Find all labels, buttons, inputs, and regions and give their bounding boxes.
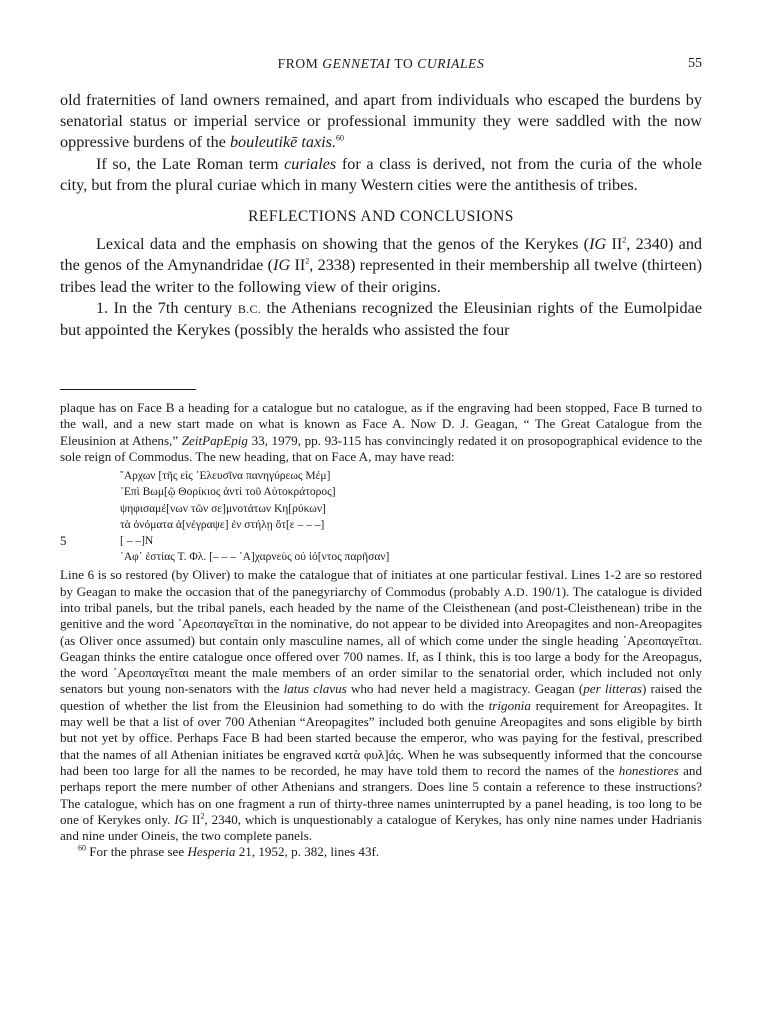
running-head-title: FROM GENNETAI TO CURIALES <box>277 56 485 71</box>
paragraph: old fraternities of land owners remained, and apart from individuals who escaped the burdens by senatorial status or imperial service or professional immunity they were saddled with the now oppressive burdens of the bouleutikē taxis.$^{60}$ <box>60 91 702 152</box>
paragraph: Lexical data and the emphasis on showing that the genos of the Kerykes (IG $II^2$, 2340) and the genos of the Amynandridae (IG $II^2$, 2338) represented in their membership all twelve (thirteen) tribes lead the writer to the following view of their origins. <box>60 235 703 296</box>
inscription-line: 5 [ – –]Ν <box>60 533 154 548</box>
section-heading: REFLECTIONS AND CONCLUSIONS <box>248 208 514 226</box>
page-number: 55 <box>688 56 702 71</box>
inscription-text <box>60 468 702 565</box>
footnote-body: Line 6 is so restored (by Oliver) to make the catalogue that of initiates at one particular festival. Lines 1-2 are so restored by Geagan to make the occasion that of the panegyriarchy of Commodus (probably A.D. 190/1). The catalogue is divided into tribal panels, but the tribal panels, each headed by the name of the Cleisthenean (and post-Cleisthenean) tribe in the genitive and the word ᾿Αρεοπαγεῖται in the nominative, do not appear to be divided into Areopagites and non-Areopagites (as Oliver once assumed) but contain only masculine names, all of which come under the single heading ᾿Αρεοπαγεῖται. Geagan thinks the entire catalogue once offered over 700 names. If, as I think, this is too large a body for the Areopagus, the word ᾿Αρεοπαγεῖται meant the male members of an order similar to the senatorial order, which included not only senators but young non-senators with the latus clavus who had never held a magistracy. Geagan (per litteras) raised the question of whether the list from the Eleusinion had something to do with the trigonia requirement for Areopagites. It may well be that a list of over 700 Athenian “Areopagites” included both genuine Areopagites and sons eligible by birth but not yet by office. Perhaps Face B had been started because the emperor, who was paying for the festival, prescribed that the names of all Athenian initiates be engraved κατὰ φυλ]άς. When he was subsequently informed that the concourse had been too large for all the names to be recorded, he may have told them to record the names of the honestiores and perhaps report the mere number of other Athenians and strangers. Does line 5 contain a reference to these instructions? The catalogue, which has on one fragment a run of thirty-three names uninterrupted by a panel heading, is too long to be one of Kerykes only. IG $II^2$, 2340, which is unquestionably a catalogue of Kerykes, has only nine names under Hadrianis and nine under Oineis, the two complete panels. <box>60 567 703 844</box>
footnote-60: $^{60}$ For the phrase see Hesperia 21, 1952, p. 382, lines 43f. <box>78 844 380 860</box>
inscription-line: ᾿Αφ᾿ ἑστίας Τ. Φλ. [– – – ᾿Α]χαρνεὺς οὐ ἰό[ντος παρῆσαν] <box>120 551 390 564</box>
running-head <box>60 56 702 76</box>
inscription-line: ῎Αρχων [τῆς εἰς ᾿Ελευσῖνα πανηγύρεως Μέμ] <box>120 470 331 483</box>
paragraph: 1. In the 7th century B.C. the Athenians recognized the Eleusinian rights of the Eumolpidae but appointed the Kerykes (possibly the heralds who assisted the four <box>60 298 703 340</box>
inscription-line: τὰ ὀνόματα ἀ[νέγραψε] ἐν στήλῃ ὅτ[ε – – –] <box>120 518 325 531</box>
footnote-continuation: plaque has on Face B a heading for a catalogue but no catalogue, as if the engraving had been stopped, Face B turned to the wall, and a new start made on what is known as Face A. Now D. J. Geagan, “ The Great Catalogue from the Eleusinion at Athens,” ZeitPapEpig 33, 1979, pp. 93-115 has convincingly redated it on prosopographical evidence to the sole reign of Commodus. The new heading, that on Face A, may have read: <box>60 400 703 464</box>
footnote-number: 60 <box>78 844 86 854</box>
inscription-line: ᾿Επὶ Βωμ[ῷ Θορίκιος ἀντὶ τοῦ Αὐτοκράτορος] <box>120 486 336 499</box>
inscription-line: ψηφισαμέ[νων τῶν σε]μνοτάτων Κη[ρύκων] <box>120 502 326 515</box>
main-text <box>60 90 702 341</box>
paragraph: If so, the Late Roman term curiales for a class is derived, not from the curia of the whole city, but from the plural curiae which in many Western cities were the antithesis of tribes. <box>60 154 702 194</box>
footnotes <box>60 400 702 861</box>
footnote-divider <box>60 389 196 390</box>
footnote-ref: 60 <box>336 134 345 144</box>
